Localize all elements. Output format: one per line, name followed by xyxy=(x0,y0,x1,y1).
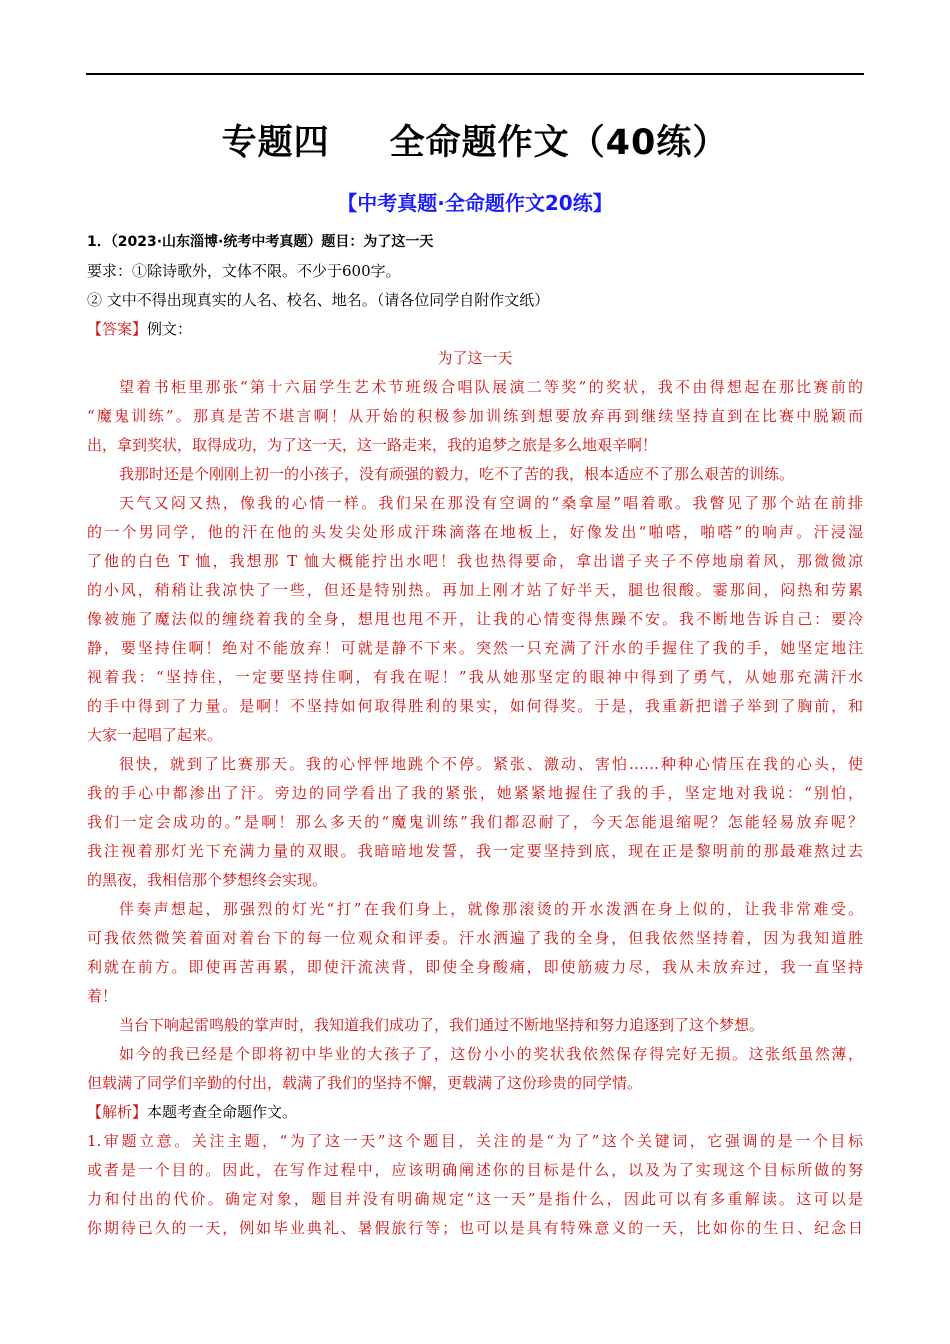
question-heading: 1．（2023·山东淄博·统考中考真题）题目：为了这一天 xyxy=(87,234,434,250)
essay-line: 静，要坚持住啊！绝对不能放弃！可就是静不下来。突然一只充满了汗水的手握住了我的手，她坚定地注 xyxy=(87,639,863,657)
answer-label xyxy=(87,315,863,344)
question-requirement-2: ② 文中不得出现真实的人名、校名、地名。（请各位同学自附作文纸） xyxy=(87,291,550,309)
essay-line: 我注视着那灯光下充满力量的双眼。我暗暗地发誓，我一定要坚持到底，现在正是黎明前的那最难熬过去 xyxy=(87,842,863,860)
essay-line: 大家一起唱了起来。 xyxy=(87,726,223,744)
analysis-line: 力和付出的代价。确定对象，题目并没有明确规定“这一天”是指什么，因此可以有多重解读。这可以是 xyxy=(87,1190,863,1208)
essay-line: 的手中得到了力量。是啊！不坚持如何取得胜利的果实，如何得奖。于是，我重新把谱子举到了胸前，和 xyxy=(87,697,863,715)
essay-line: 像被施了魔法似的缠绕着我的全身，想甩也甩不开，让我的心情变得焦躁不安。我不断地告诉自己：要冷 xyxy=(87,610,863,628)
title-main: 专题四 xyxy=(221,123,330,163)
essay-line: 着！ xyxy=(87,987,118,1005)
top-rule xyxy=(86,73,864,75)
essay-line: 很快，就到了比赛那天。我的心怦怦地跳个不停。紧张、激动、害怕……种种心情压在我的心头，使 xyxy=(119,755,863,773)
answer-text: 例文： xyxy=(147,320,193,338)
essay-line: 但载满了同学们辛勤的付出，载满了我们的坚持不懈，更载满了这份珍贵的同学情。 xyxy=(87,1074,643,1092)
essay-line: 我那时还是个刚刚上初一的小孩子，没有顽强的毅力，吃不了苦的我，根本适应不了那么艰苦的训练。 xyxy=(119,465,795,483)
essay-line: 天气又闷又热，像我的心情一样。我们呆在那没有空调的“桑拿屋”唱着歌。我瞥见了那个站在前排 xyxy=(119,494,863,512)
essay-body xyxy=(87,373,863,1098)
essay-line: 出，拿到奖状，取得成功，为了这一天，这一路走来，我的追梦之旅是多么地艰辛啊！ xyxy=(87,436,658,454)
essay-line: 利就在前方。即使再苦再累，即使汗流浃背，即使全身酸痛，即使筋疲力尽，我从未放弃过，我一直坚持 xyxy=(87,958,863,976)
essay-line: 如今的我已经是个即将初中毕业的大孩子了，这份小小的奖状我依然保存得完好无损。这张纸虽然薄， xyxy=(119,1045,863,1063)
title-rest: 全命题作文（40练） xyxy=(389,123,729,163)
analysis-body xyxy=(87,1127,863,1243)
essay-line: 可我依然微笑着面对着台下的每一位观众和评委。汗水洒遍了我的全身，但我依然坚持着，因为我知道胜 xyxy=(87,929,863,947)
essay-line: 的黑夜，我相信那个梦想终会实现。 xyxy=(87,871,328,889)
essay-line: 视着我：“坚持住，一定要坚持住啊，有我在呢！”我从她那坚定的眼神中得到了勇气，从她那充满汗水 xyxy=(87,668,863,686)
analysis-line: 1.审题立意。关注主题，“为了这一天”这个题目，关注的是“为了”这个关键词，它强调的是一个目标 xyxy=(87,1132,863,1150)
question-requirement-1: 要求：①除诗歌外，文体不限。不少于600字。 xyxy=(87,262,401,280)
essay-line: 的小风，稍稍让我凉快了一些，但还是特别热。再加上刚才站了好半天，腿也很酸。霎那间，闷热和劳累 xyxy=(87,581,863,599)
essay-line: 了他的白色 T 恤，我想那 T 恤大概能拧出水吧！我也热得要命，拿出谱子夹子不停地扇着风，那微微凉 xyxy=(87,552,863,570)
essay-title: 为了这一天 xyxy=(437,349,513,367)
section-subtitle: 【中考真题·全命题作文20练】 xyxy=(337,191,613,215)
essay-line: 当台下响起雷鸣般的掌声时，我知道我们成功了，我们通过不断地坚持和努力追逐到了这个梦想。 xyxy=(119,1016,765,1034)
analysis-line: 你期待已久的一天，例如毕业典礼、暑假旅行等；也可以是具有特殊意义的一天，比如你的生日、纪念日 xyxy=(87,1219,863,1237)
essay-line: 我的手心中都渗出了汗。旁边的同学看出了我的紧张，她紧紧地握住了我的手，坚定地对我说：“别怕， xyxy=(87,784,863,802)
essay-line: “魔鬼训练”。那真是苦不堪言啊！从开始的积极参加训练到想要放弃再到继续坚持直到在比赛中脱颖而 xyxy=(87,407,863,425)
essay-line: 望着书柜里那张“第十六届学生艺术节班级合唱队展演二等奖”的奖状，我不由得想起在那比赛前的 xyxy=(119,378,863,396)
essay-line: 伴奏声想起，那强烈的灯光“打”在我们身上，就像那滚烫的开水泼洒在身上似的，让我非常难受。 xyxy=(119,900,863,918)
answer-tag: 【答案】 xyxy=(87,320,148,338)
essay-line: 我们一定会成功的。”是啊！那么多天的“魔鬼训练”我们都忍耐了，今天怎能退缩呢？怎能轻易放弃呢？ xyxy=(87,813,863,831)
analysis-label xyxy=(87,1098,863,1127)
analysis-intro: 本题考查全命题作文。 xyxy=(147,1103,298,1121)
page-title xyxy=(86,115,864,165)
document-body xyxy=(87,228,863,1243)
essay-line: 的一个男同学，他的汗在他的头发尖处形成汗珠滴落在地板上，好像发出“啪嗒，啪嗒”的响声。汗浸湿 xyxy=(87,523,863,541)
analysis-line: 或者是一个目的。因此，在写作过程中，应该明确阐述你的目标是什么，以及为了实现这个目标所做的努 xyxy=(87,1161,863,1179)
analysis-tag: 【解析】 xyxy=(87,1103,148,1121)
